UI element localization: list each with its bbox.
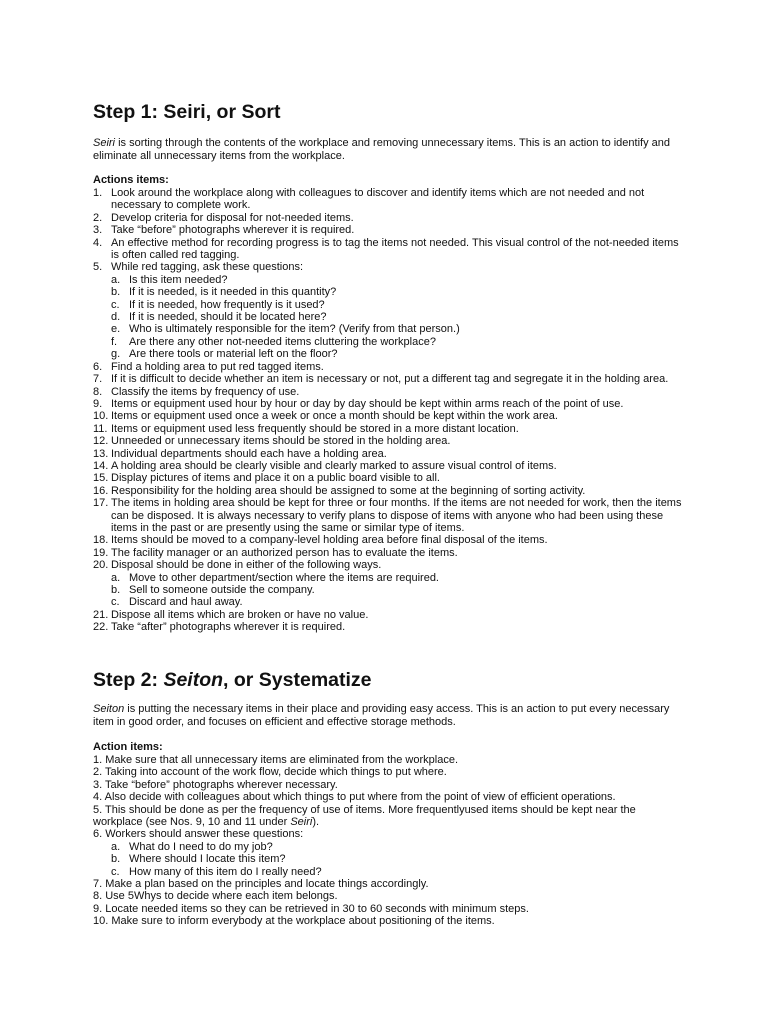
step1-intro-term: Seiri xyxy=(93,137,116,149)
list-item xyxy=(93,212,683,224)
item-number: 12. xyxy=(93,435,109,448)
item-number: c. xyxy=(111,298,120,311)
item-text: If it is needed, should it be located here? xyxy=(129,311,327,324)
sublist-item xyxy=(93,596,683,608)
item-text: Unneeded or unnecessary items should be stored in the holding area. xyxy=(111,435,451,448)
item-number: b. xyxy=(111,286,121,299)
item-text: If it is difficult to decide whether an item is necessary or not, put a different tag and segregate it in the holding area. xyxy=(111,373,669,386)
list-item xyxy=(93,497,683,534)
item-number: 9. xyxy=(93,397,103,410)
step2-actions xyxy=(93,741,683,928)
item-number: 5. xyxy=(93,261,103,274)
list-item xyxy=(93,410,683,422)
item5-term: Seiri xyxy=(290,816,313,829)
item-text: Take “after” photographs wherever it is required. xyxy=(111,621,346,634)
item-text: Classify the items by frequency of use. xyxy=(111,385,300,398)
list-item xyxy=(93,460,683,472)
sublist-container xyxy=(93,841,683,878)
item-number: 16. xyxy=(93,484,109,497)
item-number: 18. xyxy=(93,534,109,547)
item-number: 1. xyxy=(93,187,103,199)
step2-title xyxy=(93,668,372,692)
item-text: Where should I locate this item? xyxy=(129,853,286,866)
item-text: Are there any other not-needed items cluttering the workplace? xyxy=(129,335,436,348)
item-number: 21. xyxy=(93,608,109,621)
list-item xyxy=(93,485,683,497)
item-number: 8. xyxy=(93,385,103,398)
item-number: 22. xyxy=(93,621,109,634)
sublist-item xyxy=(93,286,683,298)
list-item: 3. Take “before” photographs wherever necessary. xyxy=(93,778,338,791)
sublist-item xyxy=(93,572,683,584)
list-item xyxy=(93,224,683,236)
item-text: If it is needed, is it needed in this quantity? xyxy=(129,286,337,299)
item-number: 2. xyxy=(93,211,103,224)
item-number: e. xyxy=(111,323,121,336)
item-text: Find a holding area to put red tagged items. xyxy=(111,360,324,373)
item-text: Move to other department/section where the items are required. xyxy=(129,571,439,584)
item5-end: ). xyxy=(312,816,320,829)
item-number: 10. xyxy=(93,410,109,423)
sublist-item xyxy=(93,299,683,311)
item-number: 7. xyxy=(93,373,103,386)
item-text: Look around the workplace along with colleagues to discover and identify items which are not needed and not necessary to complete work. xyxy=(111,187,645,212)
item-number: 17. xyxy=(93,497,109,510)
item-text: Is this item needed? xyxy=(129,273,228,286)
step2-intro-term: Seiton xyxy=(93,703,125,715)
list-item xyxy=(93,435,683,447)
list-item xyxy=(93,621,683,633)
step2-actions-label: Action items: xyxy=(93,741,163,753)
sublist-item xyxy=(93,584,683,596)
item-number: g. xyxy=(111,348,121,361)
item-number: 11. xyxy=(93,422,108,435)
list-item: 9. Locate needed items so they can be retrieved in 30 to 60 seconds with minimum steps. xyxy=(93,902,529,915)
item-text: Individual departments should each have a holding area. xyxy=(111,447,387,460)
list-item xyxy=(93,373,683,385)
sublist-item xyxy=(93,274,683,286)
item-number: d. xyxy=(111,311,121,324)
step2-title-prefix: Step 2: xyxy=(93,669,164,691)
item-text: How many of this item do I really need? xyxy=(129,865,322,878)
list-item xyxy=(93,361,683,373)
list-item: 4. Also decide with colleagues about which things to put where from the point of view of efficient operations. xyxy=(93,791,616,804)
item-text: The facility manager or an authorized person has to evaluate the items. xyxy=(111,546,458,559)
item-text: Who is ultimately responsible for the item? (Verify from that person.) xyxy=(129,323,460,336)
list-item xyxy=(93,559,683,571)
item-number: c. xyxy=(111,596,120,609)
item-number: 14. xyxy=(93,459,109,472)
sublist-item xyxy=(93,853,683,865)
sublist-item xyxy=(93,311,683,323)
item-text: Develop criteria for disposal for not-needed items. xyxy=(111,211,354,224)
item-text: If it is needed, how frequently is it used? xyxy=(129,298,325,311)
item-text: Take “before” photographs wherever it is required. xyxy=(111,224,355,237)
item-text: The items in holding area should be kept for three or four months. If the items are not needed for work, then the items can be disposed. It is always necessary to verify plans to dispose of items with anyone who had been using these items in the past or are presently using the same or similar type of items. xyxy=(111,497,682,534)
step2-title-suffix: , or Systematize xyxy=(223,669,372,691)
step2-action-list xyxy=(93,754,683,928)
step2-intro xyxy=(93,703,683,729)
item-text: What do I need to do my job? xyxy=(129,840,273,853)
step1-actions-label: Actions items: xyxy=(93,174,169,186)
sublist-item xyxy=(93,841,683,853)
list-item xyxy=(93,804,683,829)
list-item xyxy=(93,534,683,546)
item-text: Are there tools or material left on the floor? xyxy=(129,348,338,361)
step1-action-list xyxy=(93,187,683,634)
sublist-item xyxy=(93,323,683,335)
item-text: An effective method for recording progress is to tag the items not needed. This visual control of the not-needed items is often called red tagging. xyxy=(111,236,679,262)
item-number: f. xyxy=(111,335,118,348)
item-text: Responsibility for the holding area should be assigned to some at the beginning of sorting activity. xyxy=(111,484,586,497)
step1-intro xyxy=(93,137,683,163)
list-item: 6. Workers should answer these questions: xyxy=(93,828,304,841)
item-text: Disposal should be done in either of the following ways. xyxy=(111,559,382,572)
item-number: 15. xyxy=(93,472,109,485)
sublist-item xyxy=(93,336,683,348)
sublist-item xyxy=(93,348,683,360)
list-item xyxy=(93,237,683,262)
step2-question-list xyxy=(93,841,683,878)
item-number: c. xyxy=(111,865,120,878)
item-number: 13. xyxy=(93,447,109,460)
sublist-container xyxy=(93,274,683,361)
list-item xyxy=(93,187,683,212)
sublist-container xyxy=(93,572,683,609)
item-text: Sell to someone outside the company. xyxy=(129,584,315,596)
item-text: Items should be moved to a company-level holding area before final disposal of the items. xyxy=(111,534,548,547)
step2-title-term: Seiton xyxy=(163,669,224,691)
item-text: Items or equipment used once a week or once a month should be kept within the work area. xyxy=(111,410,558,423)
step1-intro-text: is sorting through the contents of the workplace and removing unnecessary items. This is an action to identify and eliminate all unnecessary items from the workplace. xyxy=(93,137,671,162)
question-sublist xyxy=(93,572,683,609)
item-text: A holding area should be clearly visible and clearly marked to assure visual control of items. xyxy=(111,459,557,472)
item-text: While red tagging, ask these questions: xyxy=(111,261,304,274)
list-item xyxy=(93,547,683,559)
item-text: Dispose all items which are broken or have no value. xyxy=(111,608,369,621)
step1-title: Step 1: Seiri, or Sort xyxy=(93,101,281,123)
item-number: a. xyxy=(111,571,121,584)
item-number: a. xyxy=(111,273,121,286)
item-number: 19. xyxy=(93,546,109,559)
item-text: Display pictures of items and place it on a public board visible to all. xyxy=(111,472,440,485)
list-item: 2. Taking into account of the work flow, decide which things to put where. xyxy=(93,766,447,779)
list-item: 1. Make sure that all unnecessary items are eliminated from the workplace. xyxy=(93,754,458,766)
item-number: a. xyxy=(111,840,121,853)
list-item xyxy=(93,386,683,398)
list-item xyxy=(93,472,683,484)
list-item: 8. Use 5Whys to decide where each item belongs. xyxy=(93,890,338,903)
list-item: 7. Make a plan based on the principles and locate things accordingly. xyxy=(93,878,429,891)
item-number: b. xyxy=(111,853,121,866)
item-number: 4. xyxy=(93,236,103,249)
list-item xyxy=(93,398,683,410)
step1-actions xyxy=(93,174,683,634)
item-number: b. xyxy=(111,584,121,596)
list-item xyxy=(93,423,683,435)
item5-text: 5. This should be done as per the frequency of use of items. More frequentlyused items should be kept near the workplace (see Nos. 9, 10 and 11 under xyxy=(93,803,636,829)
list-item: 10. Make sure to inform everybody at the workplace about positioning of the items. xyxy=(93,915,495,928)
list-item xyxy=(93,448,683,460)
item-number: 3. xyxy=(93,224,103,237)
list-item xyxy=(93,261,683,273)
item-number: 20. xyxy=(93,559,109,572)
question-sublist xyxy=(93,274,683,361)
sublist-item xyxy=(93,866,683,878)
item-text: Items or equipment used less frequently should be stored in a more distant location. xyxy=(111,422,519,435)
list-item xyxy=(93,609,683,621)
step2-intro-text: is putting the necessary items in their place and providing easy access. This is an action to put every necessary item in good order, and focuses on efficient and effective storage methods. xyxy=(93,703,670,728)
item-text: Items or equipment used hour by hour or day by day should be kept within arms reach of the point of use. xyxy=(111,397,624,410)
item-number: 6. xyxy=(93,360,103,373)
item-text: Discard and haul away. xyxy=(129,596,243,609)
